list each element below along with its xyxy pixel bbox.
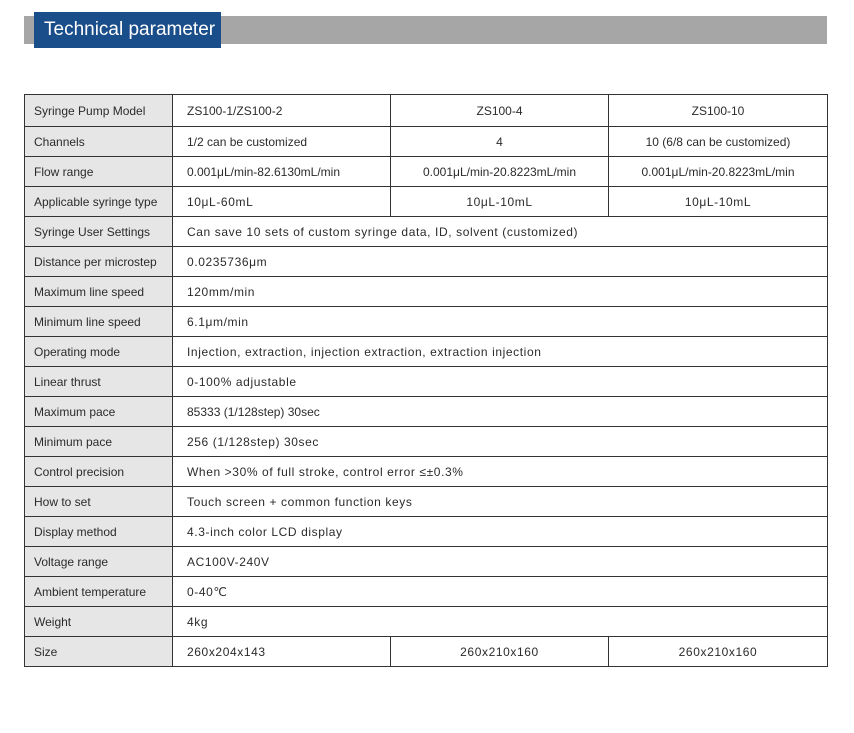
table-row-linear-thrust [25,367,828,397]
value-cell: 4.3-inch color LCD display [173,517,828,547]
value-cell: 256 (1/128step) 30sec [173,427,828,457]
table-row-how-to-set [25,487,828,517]
value-cell: 10 (6/8 can be customized) [609,127,828,157]
row-label: Display method [25,517,173,547]
table-row-weight [25,607,828,637]
value-cell: 10μL-60mL [173,187,391,217]
row-label: Channels [25,127,173,157]
row-label: Voltage range [25,547,173,577]
value-cell: 10μL-10mL [391,187,609,217]
row-label: Size [25,637,173,667]
section-title: Technical parameter [34,12,221,48]
row-label: Ambient temperature [25,577,173,607]
value-cell: 120mm/min [173,277,828,307]
value-cell: 0.001μL/min-20.8223mL/min [391,157,609,187]
value-cell: 4 [391,127,609,157]
value-cell: 0.001μL/min-82.6130mL/min [173,157,391,187]
value-cell: When >30% of full stroke, control error ≤±0.3% [173,457,828,487]
row-label: Flow range [25,157,173,187]
row-label: Linear thrust [25,367,173,397]
table-row-min-pace [25,427,828,457]
row-label: Maximum line speed [25,277,173,307]
table-row-max-line-speed [25,277,828,307]
row-label: Syringe Pump Model [25,95,173,127]
row-label: Weight [25,607,173,637]
value-cell: 6.1μm/min [173,307,828,337]
table-row-microstep [25,247,828,277]
value-cell: 0.0235736μm [173,247,828,277]
technical-parameter-table [24,94,828,667]
value-cell: 4kg [173,607,828,637]
table-row-ambient-temperature [25,577,828,607]
value-cell: Touch screen + common function keys [173,487,828,517]
model-cell: ZS100-1/ZS100-2 [173,95,391,127]
value-cell: 1/2 can be customized [173,127,391,157]
table-row-user-settings [25,217,828,247]
table-row-model [25,95,828,127]
row-label: Minimum pace [25,427,173,457]
table-row-operating-mode [25,337,828,367]
table-row-size [25,637,828,667]
model-cell: ZS100-10 [609,95,828,127]
table-row-syringe-type [25,187,828,217]
value-cell: Injection, extraction, injection extraction, extraction injection [173,337,828,367]
value-cell: 0.001μL/min-20.8223mL/min [609,157,828,187]
row-label: How to set [25,487,173,517]
table-row-flow-range [25,157,828,187]
table-row-max-pace [25,397,828,427]
table-row-display-method [25,517,828,547]
value-cell: Can save 10 sets of custom syringe data, ID, solvent (customized) [173,217,828,247]
row-label: Control precision [25,457,173,487]
row-label: Maximum pace [25,397,173,427]
table-row-channels [25,127,828,157]
table-row-control-precision [25,457,828,487]
value-cell: 260x204x143 [173,637,391,667]
row-label: Distance per microstep [25,247,173,277]
value-cell: 0-100% adjustable [173,367,828,397]
table-row-min-line-speed [25,307,828,337]
value-cell: 0-40℃ [173,577,828,607]
row-label: Operating mode [25,337,173,367]
value-cell: 260x210x160 [609,637,828,667]
table-row-voltage-range [25,547,828,577]
row-label: Applicable syringe type [25,187,173,217]
row-label: Minimum line speed [25,307,173,337]
value-cell: 10μL-10mL [609,187,828,217]
value-cell: 260x210x160 [391,637,609,667]
value-cell: 85333 (1/128step) 30sec [173,397,828,427]
value-cell: AC100V-240V [173,547,828,577]
model-cell: ZS100-4 [391,95,609,127]
row-label: Syringe User Settings [25,217,173,247]
